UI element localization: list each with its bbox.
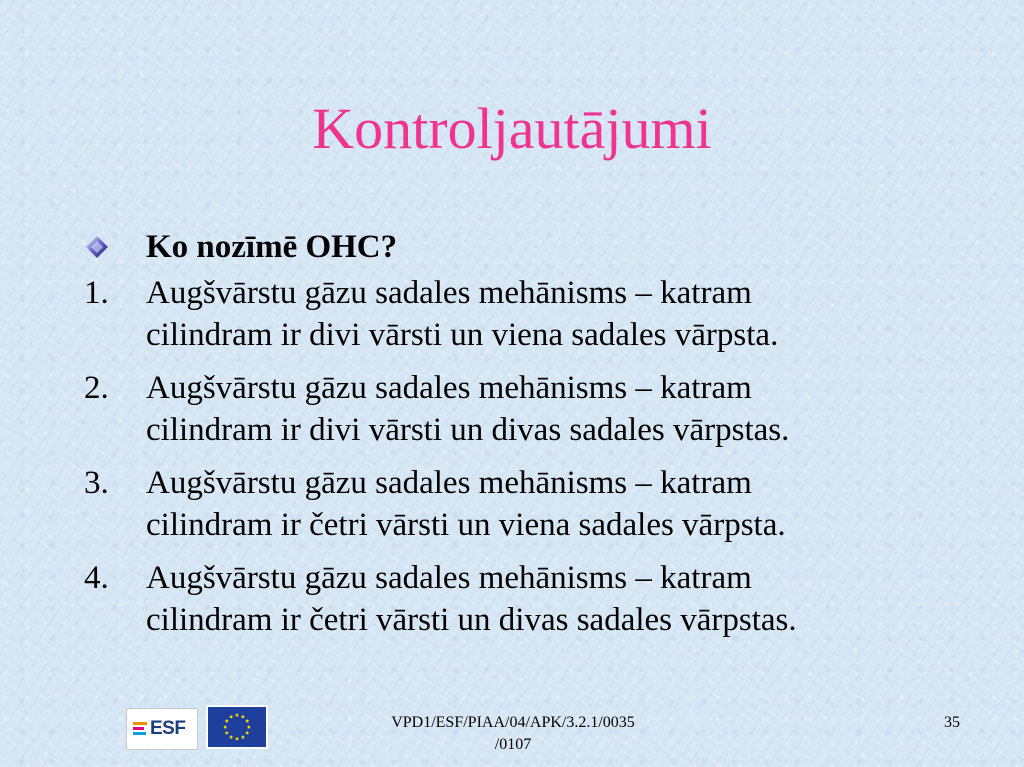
eu-flag-icon bbox=[206, 705, 268, 749]
slide-content bbox=[84, 226, 984, 652]
item-line-1: Augšvārstu gāzu sadales mehānisms – katram bbox=[146, 370, 752, 406]
slide-title: Kontroljautājumi bbox=[312, 96, 712, 161]
item-number: 2. bbox=[84, 370, 109, 406]
item-number: 3. bbox=[84, 465, 109, 501]
answer-item-3 bbox=[84, 462, 984, 546]
esf-logo-bars bbox=[133, 722, 147, 737]
item-number: 1. bbox=[84, 275, 109, 311]
item-line-1: Augšvārstu gāzu sadales mehānisms – katram bbox=[146, 275, 752, 311]
item-line-2: cilindram ir divi vārsti un viena sadales vārpsta. bbox=[146, 317, 779, 353]
item-line-1: Augšvārstu gāzu sadales mehānisms – katram bbox=[146, 465, 752, 501]
question-bullet bbox=[84, 226, 984, 268]
item-line-2: cilindram ir četri vārsti un divas sadales vārpstas. bbox=[146, 602, 797, 638]
footer-code-line-1: VPD1/ESF/PIAA/04/APK/3.2.1/0035 bbox=[391, 714, 635, 731]
item-line-2: cilindram ir četri vārsti un viena sadales vārpsta. bbox=[146, 507, 786, 543]
esf-logo-text: ESF bbox=[150, 718, 186, 739]
answer-item-4 bbox=[84, 557, 984, 641]
diamond-bullet-icon bbox=[86, 236, 108, 258]
item-line-2: cilindram ir divi vārsti un divas sadales vārpstas. bbox=[146, 412, 790, 448]
answer-item-1 bbox=[84, 272, 984, 356]
question-text: Ko nozīmē OHC? bbox=[146, 229, 398, 265]
footer-code-line-2: /0107 bbox=[494, 736, 532, 753]
esf-logo bbox=[126, 708, 198, 750]
item-number: 4. bbox=[84, 560, 109, 596]
answer-item-2 bbox=[84, 367, 984, 451]
item-line-1: Augšvārstu gāzu sadales mehānisms – katram bbox=[146, 560, 752, 596]
page-number: 35 bbox=[944, 714, 960, 731]
footer-project-code bbox=[340, 712, 686, 756]
